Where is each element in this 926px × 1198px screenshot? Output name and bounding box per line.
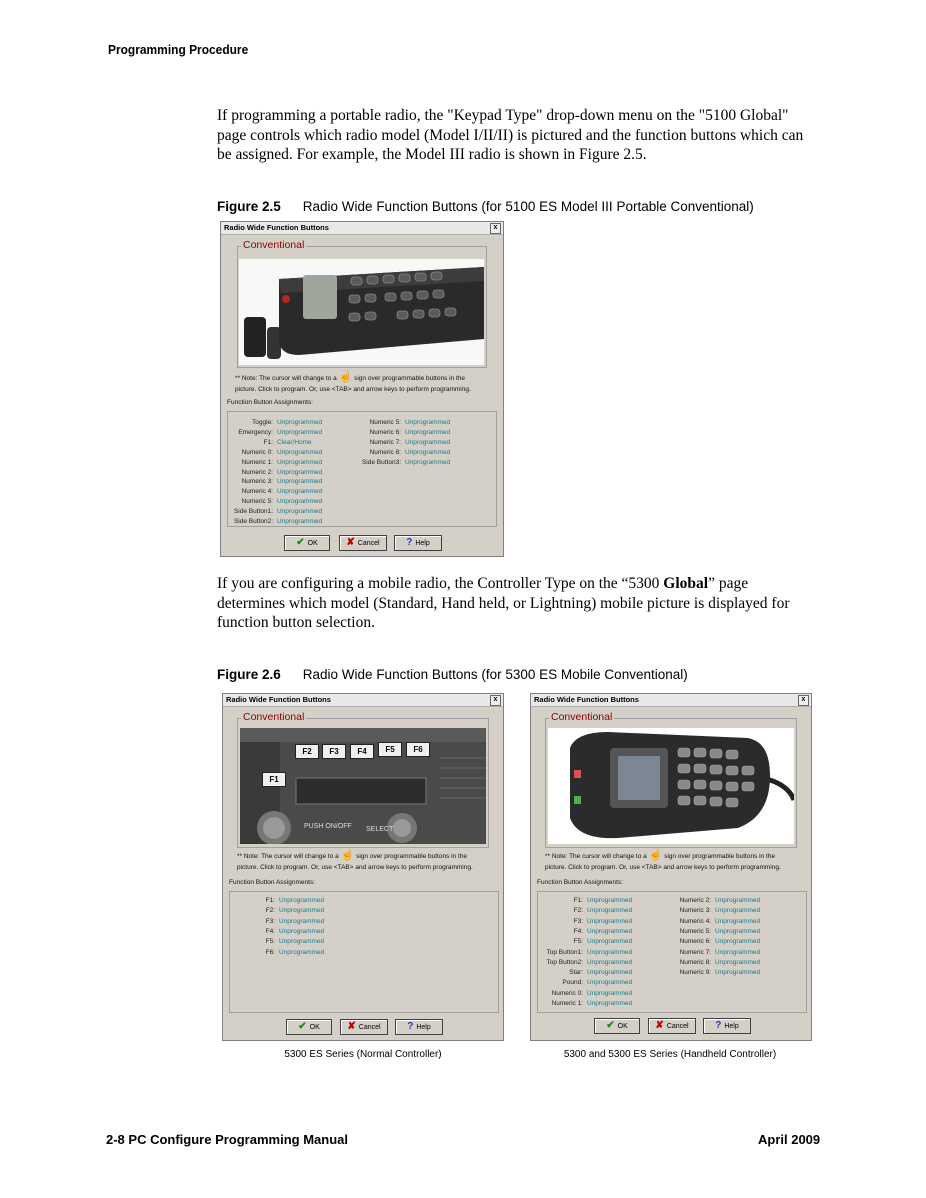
assignment-label: Numeric 5:	[241, 498, 273, 506]
assignment-value[interactable]: Unprogrammed	[279, 907, 325, 915]
cursor-note	[237, 850, 473, 873]
assignment-label: Side Button3:	[361, 458, 401, 466]
assignment-value[interactable]: Unprogrammed	[405, 428, 451, 436]
group-label: Conventional	[243, 239, 305, 251]
assignment-label: Numeric 1:	[241, 458, 273, 466]
ok-button[interactable]	[286, 1019, 332, 1035]
assignment-label: F4:	[573, 927, 583, 935]
checkmark-icon: ✔	[606, 1020, 615, 1031]
para2-text-a: If you are configuring a mobile radio, the Controller Type on the “5300	[217, 575, 664, 592]
portable-radio-picture[interactable]	[239, 259, 484, 365]
assignment-value[interactable]: Unprogrammed	[405, 419, 451, 426]
figure-2-5-caption	[217, 199, 754, 214]
running-header: Programming Procedure	[108, 42, 249, 57]
assignment-label: F3:	[265, 917, 275, 925]
assignment-value[interactable]: Unprogrammed	[587, 927, 633, 935]
assignment-label: Numeric 8:	[679, 958, 711, 966]
assignment-label: Numeric 4:	[241, 488, 273, 496]
caption-handheld-controller: 5300 and 5300 ES Series (Handheld Controller)	[563, 1049, 777, 1060]
assignment-label: Numeric 1:	[551, 1000, 583, 1007]
assignment-value[interactable]: Unprogrammed	[277, 488, 323, 496]
assignment-value[interactable]: Unprogrammed	[715, 927, 761, 935]
assignment-label: F5:	[265, 938, 275, 946]
assignment-label: Top Button1:	[546, 948, 583, 956]
assignment-value[interactable]: Unprogrammed	[587, 907, 633, 915]
figure-title: Radio Wide Function Buttons (for 5100 ES Model III Portable Conventional)	[302, 199, 754, 214]
cancel-label: Cancel	[357, 540, 380, 547]
assignment-value[interactable]: Unprogrammed	[277, 448, 323, 456]
f-key-button[interactable]: F2	[295, 744, 319, 759]
help-label: Help	[416, 1024, 431, 1031]
question-icon: ?	[406, 537, 413, 548]
close-button[interactable]: x	[490, 223, 501, 234]
assignment-value[interactable]: Clear/Home	[277, 438, 312, 446]
ok-button[interactable]	[284, 535, 330, 551]
select-label: SELECT	[366, 826, 394, 833]
assignment-value[interactable]: Unprogrammed	[279, 948, 325, 956]
assignment-value[interactable]: Unprogrammed	[279, 917, 325, 925]
assignment-value[interactable]: Unprogrammed	[587, 948, 633, 956]
assignment-label: Numeric 4:	[679, 917, 711, 925]
assignment-value[interactable]: Unprogrammed	[715, 897, 761, 904]
note-line-1a: ** Note: The cursor will change to a	[545, 853, 647, 860]
assignment-value[interactable]: Unprogrammed	[277, 419, 323, 426]
figure-number: Figure 2.6	[217, 667, 281, 682]
f-key-button[interactable]: F3	[322, 744, 346, 759]
ok-button[interactable]	[594, 1018, 640, 1034]
x-icon: ✘	[655, 1020, 664, 1031]
assignment-value[interactable]: Unprogrammed	[277, 468, 323, 476]
note-line-1b: sign over programmable buttons in the	[664, 853, 776, 860]
cancel-button[interactable]	[339, 535, 387, 551]
figure-number: Figure 2.5	[217, 199, 281, 214]
ok-label: OK	[307, 540, 318, 547]
figure-title: Radio Wide Function Buttons (for 5300 ES Mobile Conventional)	[302, 667, 688, 682]
assignment-value[interactable]: Unprogrammed	[587, 938, 633, 946]
close-button[interactable]: x	[490, 695, 501, 706]
hand-cursor-icon: ☝	[648, 849, 663, 861]
assignment-label: Pound:	[562, 979, 583, 987]
assignment-label: F4:	[265, 927, 275, 935]
assignment-label: Numeric 6:	[369, 428, 401, 436]
assignment-value[interactable]: Unprogrammed	[279, 927, 325, 935]
footer-left: 2-8 PC Configure Programming Manual	[106, 1132, 348, 1147]
assignment-label: F1:	[263, 438, 273, 446]
question-icon: ?	[715, 1020, 722, 1031]
push-on-off-label: PUSH ON/OFF	[304, 823, 352, 830]
assignment-label: Side Button2:	[233, 518, 273, 525]
assignment-value[interactable]: Unprogrammed	[587, 917, 633, 925]
assignment-label: Numeric 7:	[369, 438, 401, 446]
function-buttons-dialog-portable	[220, 221, 504, 557]
x-icon: ✘	[346, 537, 355, 548]
assignment-label: Numeric 5:	[679, 927, 711, 935]
question-icon: ?	[407, 1021, 414, 1032]
hand-cursor-icon: ☝	[340, 849, 355, 861]
assignment-value[interactable]: Unprogrammed	[587, 958, 633, 966]
assignment-value[interactable]: Unprogrammed	[277, 508, 323, 516]
para2-text-b: ” page determines which model (Standard, Hand held, or Lightning) mobile picture is displayed for function button selection.	[217, 575, 790, 631]
mobile-radio-picture[interactable]	[240, 728, 486, 844]
checkmark-icon: ✔	[296, 537, 305, 548]
assignment-label: Numeric 9:	[679, 969, 711, 977]
help-label: Help	[415, 540, 430, 547]
function-button-assignments-label: Function Button Assignments:	[227, 399, 313, 406]
assignment-label: F2:	[573, 907, 583, 915]
dialog-title-bar	[531, 694, 811, 707]
assignment-label: Numeric 2:	[679, 897, 711, 904]
assignment-value[interactable]: Unprogrammed	[715, 917, 761, 925]
help-button[interactable]	[395, 1019, 443, 1035]
assignment-label: Numeric 0:	[241, 448, 273, 456]
assignment-label: F6:	[265, 948, 275, 956]
note-line-2: picture. Click to program. Or, use <TAB> and arrow keys to perform programming.	[235, 386, 471, 393]
intro-paragraph: If programming a portable radio, the "Keypad Type" drop-down menu on the "5100 Global" page controls which radio model (Model I/II/II) is pictured and the function buttons which can be assigned. For example, the Model III radio is shown in Figure 2.5.	[217, 107, 804, 163]
assignment-label: F3:	[573, 917, 583, 925]
assignment-label: Emergency:	[238, 428, 273, 436]
assignment-value[interactable]: Unprogrammed	[715, 969, 761, 977]
assignment-value[interactable]: Unprogrammed	[279, 897, 325, 904]
cancel-label: Cancel	[358, 1024, 381, 1031]
assignment-label: Numeric 3:	[241, 478, 273, 486]
assignment-value[interactable]: Unprogrammed	[587, 897, 633, 904]
note-line-2: picture. Click to program. Or, use <TAB> and arrow keys to perform programming.	[545, 864, 781, 871]
hand-cursor-icon: ☝	[338, 371, 353, 383]
cancel-button[interactable]	[340, 1019, 388, 1035]
dialog-title: Radio Wide Function Buttons	[224, 223, 329, 232]
assignment-label: Numeric 2:	[241, 468, 273, 476]
assignment-label: Numeric 7:	[679, 948, 711, 956]
assignment-label: F1:	[265, 897, 275, 904]
close-button[interactable]: x	[798, 695, 809, 706]
cancel-button[interactable]	[648, 1018, 696, 1034]
note-line-1b: sign over programmable buttons in the	[354, 375, 466, 382]
assignment-label: Toggle:	[252, 419, 273, 426]
assignment-value[interactable]: Unprogrammed	[277, 498, 323, 506]
f-key-button[interactable]: F5	[378, 742, 402, 757]
assignment-value[interactable]: Unprogrammed	[715, 948, 761, 956]
note-line-1a: ** Note: The cursor will change to a	[235, 375, 337, 382]
assignment-value[interactable]: Unprogrammed	[405, 448, 451, 456]
assignment-value[interactable]: Unprogrammed	[715, 958, 761, 966]
dialog-title: Radio Wide Function Buttons	[226, 695, 331, 704]
cursor-note	[545, 850, 781, 873]
assignment-value[interactable]: Unprogrammed	[715, 907, 761, 915]
function-button-assignments-label: Function Button Assignments:	[537, 879, 623, 886]
assignment-label: Top Button2:	[546, 958, 583, 966]
help-button[interactable]	[703, 1018, 751, 1034]
group-label: Conventional	[551, 711, 613, 723]
checkmark-icon: ✔	[298, 1021, 307, 1032]
function-buttons-dialog-handheld	[530, 693, 812, 1041]
assignment-value[interactable]: Unprogrammed	[587, 989, 633, 997]
cursor-note	[235, 372, 471, 395]
function-buttons-dialog-normal	[222, 693, 504, 1041]
caption-normal-controller: 5300 ES Series (Normal Controller)	[284, 1049, 442, 1060]
f-key-button[interactable]: F1	[262, 772, 286, 787]
handheld-controller-picture[interactable]	[548, 728, 794, 844]
f-key-button[interactable]: F4	[350, 744, 374, 759]
x-icon: ✘	[347, 1021, 356, 1032]
assignment-value[interactable]: Unprogrammed	[405, 458, 451, 466]
figure-2-6-caption	[217, 667, 688, 682]
assignment-value[interactable]: Unprogrammed	[277, 518, 323, 525]
group-label: Conventional	[243, 711, 305, 723]
assignment-label: Numeric 6:	[679, 938, 711, 946]
assignment-value[interactable]: Unprogrammed	[405, 438, 451, 446]
help-label: Help	[724, 1023, 739, 1030]
assignment-label: F1:	[573, 897, 583, 904]
assignment-value[interactable]: Unprogrammed	[715, 938, 761, 946]
note-line-1b: sign over programmable buttons in the	[356, 853, 468, 860]
note-line-1a: ** Note: The cursor will change to a	[237, 853, 339, 860]
assignment-value[interactable]: Unprogrammed	[277, 478, 323, 486]
note-line-2: picture. Click to program. Or, use <TAB> and arrow keys to perform programming.	[237, 864, 473, 871]
dialog-title-bar	[223, 694, 503, 707]
mobile-paragraph	[217, 574, 817, 633]
function-button-assignments-label: Function Button Assignments:	[229, 879, 315, 886]
assignment-label: Numeric 0:	[551, 989, 583, 997]
assignment-label: Numeric 5:	[369, 419, 401, 426]
footer-right: April 2009	[758, 1132, 821, 1147]
assignment-value[interactable]: Unprogrammed	[587, 969, 633, 977]
assignment-value[interactable]: Unprogrammed	[587, 979, 633, 987]
assignment-value[interactable]: Unprogrammed	[279, 938, 325, 946]
help-button[interactable]	[394, 535, 442, 551]
assignment-label: F5:	[573, 938, 583, 946]
para2-bold: Global	[663, 575, 709, 592]
assignment-value[interactable]: Unprogrammed	[277, 458, 323, 466]
dialog-title-bar	[221, 222, 503, 235]
assignment-label: Numeric 3:	[679, 907, 711, 915]
f-key-button[interactable]: F6	[406, 742, 430, 757]
assignment-value[interactable]: Unprogrammed	[587, 1000, 633, 1007]
ok-label: OK	[309, 1024, 320, 1031]
cancel-label: Cancel	[666, 1023, 689, 1030]
assignment-label: Side Button1:	[233, 508, 273, 516]
assignment-label: Star:	[569, 969, 583, 977]
assignment-label: Numeric 8:	[369, 448, 401, 456]
assignment-value[interactable]: Unprogrammed	[277, 428, 323, 436]
assignment-label: F2:	[265, 907, 275, 915]
dialog-title: Radio Wide Function Buttons	[534, 695, 639, 704]
ok-label: OK	[617, 1023, 628, 1030]
